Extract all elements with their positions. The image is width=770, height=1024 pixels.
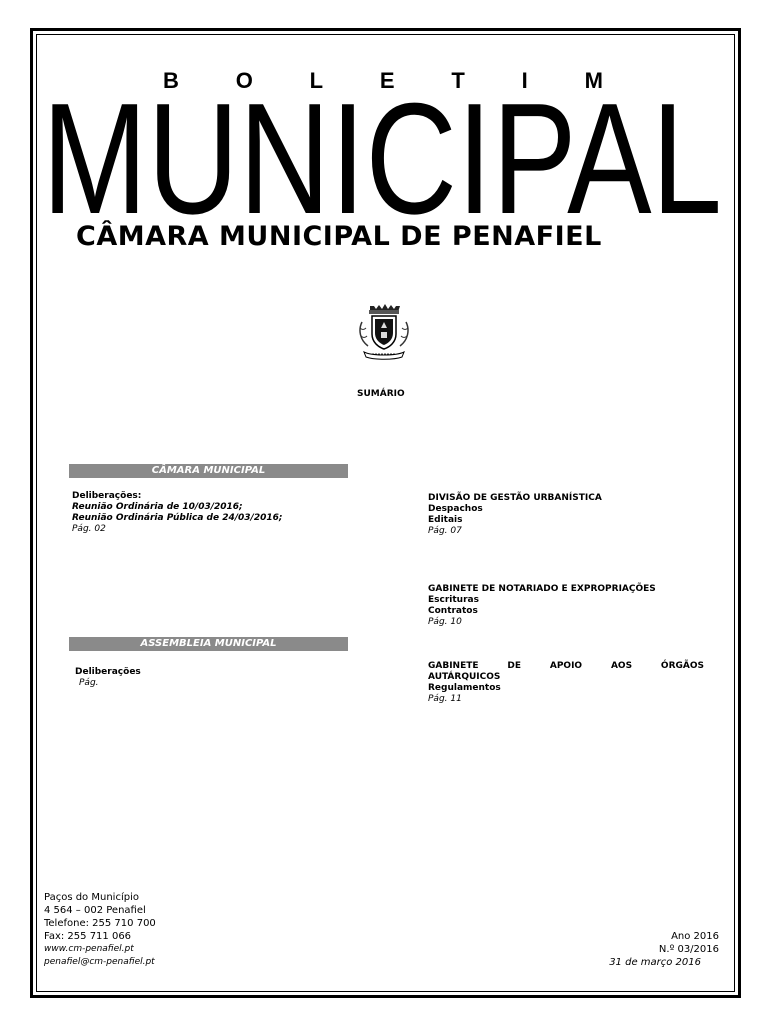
edition-number: N.º 03/2016: [658, 944, 719, 955]
notariado-section: [428, 584, 656, 628]
boletim-letter: E: [379, 68, 395, 93]
page-reference: Pág. 10: [428, 617, 462, 627]
escrituras-item: Escrituras: [428, 595, 479, 605]
camara-title: CÂMARA MUNICIPAL DE PENAFIEL: [76, 221, 602, 252]
phone-line: Telefone: 255 710 700: [44, 918, 156, 929]
boletim-letter: L: [309, 68, 324, 93]
boletim-letter: M: [584, 68, 603, 93]
coat-of-arms-icon: [350, 300, 418, 364]
page-reference: Pág. 11: [428, 694, 462, 704]
email-link[interactable]: penafiel@cm-penafiel.pt: [44, 957, 155, 967]
reuniao-line: Reunião Ordinária de 10/03/2016;: [72, 502, 243, 512]
summary-heading: SUMÁRIO: [357, 389, 405, 399]
edition-year: Ano 2016: [671, 931, 719, 942]
page-reference: Pág. 02: [72, 524, 106, 534]
deliberacoes-label: Deliberações:: [72, 491, 142, 501]
boletim-letter: T: [451, 68, 465, 93]
boletim-letter: B: [163, 68, 179, 93]
apoio-title-word: AOS: [610, 661, 633, 671]
apoio-title-line1: [428, 661, 704, 672]
camara-section-bar: CÂMARA MUNICIPAL: [69, 464, 348, 478]
urbanistica-section: [428, 493, 602, 537]
reuniao-publica-line: Reunião Ordinária Pública de 24/03/2016;: [72, 513, 283, 523]
apoio-title-word: ÓRGÃOS: [660, 661, 704, 671]
boletim-letter: O: [235, 68, 253, 93]
address-line: Paços do Município: [44, 892, 139, 903]
footer-contact: [44, 891, 156, 969]
apoio-section: [428, 661, 704, 705]
footer-edition: [609, 930, 719, 969]
notariado-title: GABINETE DE NOTARIADO E EXPROPRIAÇÕES: [428, 584, 656, 594]
boletim-heading: [163, 68, 603, 94]
assembleia-section-bar: ASSEMBLEIA MUNICIPAL: [69, 637, 348, 651]
website-link[interactable]: www.cm-penafiel.pt: [44, 944, 134, 954]
deliberacoes-label: Deliberações: [75, 667, 141, 677]
apoio-title-word: GABINETE: [428, 661, 479, 671]
contratos-item: Contratos: [428, 606, 478, 616]
postal-line: 4 564 – 002 Penafiel: [44, 905, 146, 916]
editais-item: Editais: [428, 515, 463, 525]
regulamentos-item: Regulamentos: [428, 683, 501, 693]
municipal-title-text: MUNICIPAL: [42, 94, 722, 226]
page-reference: Pág. 07: [428, 526, 462, 536]
apoio-title-word: DE: [507, 661, 522, 671]
edition-date: 31 de março 2016: [609, 957, 701, 968]
municipal-title: [42, 94, 722, 226]
apoio-title-word: APOIO: [549, 661, 583, 671]
apoio-title-line2: AUTÁRQUICOS: [428, 672, 501, 682]
camara-section-content: [72, 491, 283, 535]
despachos-item: Despachos: [428, 504, 483, 514]
page-reference: Pág.: [79, 678, 99, 688]
assembleia-section-content: [75, 667, 141, 689]
fax-line: Fax: 255 711 066: [44, 931, 132, 942]
boletim-letter: I: [521, 68, 528, 93]
urbanistica-title: DIVISÃO DE GESTÃO URBANÍSTICA: [428, 493, 602, 503]
